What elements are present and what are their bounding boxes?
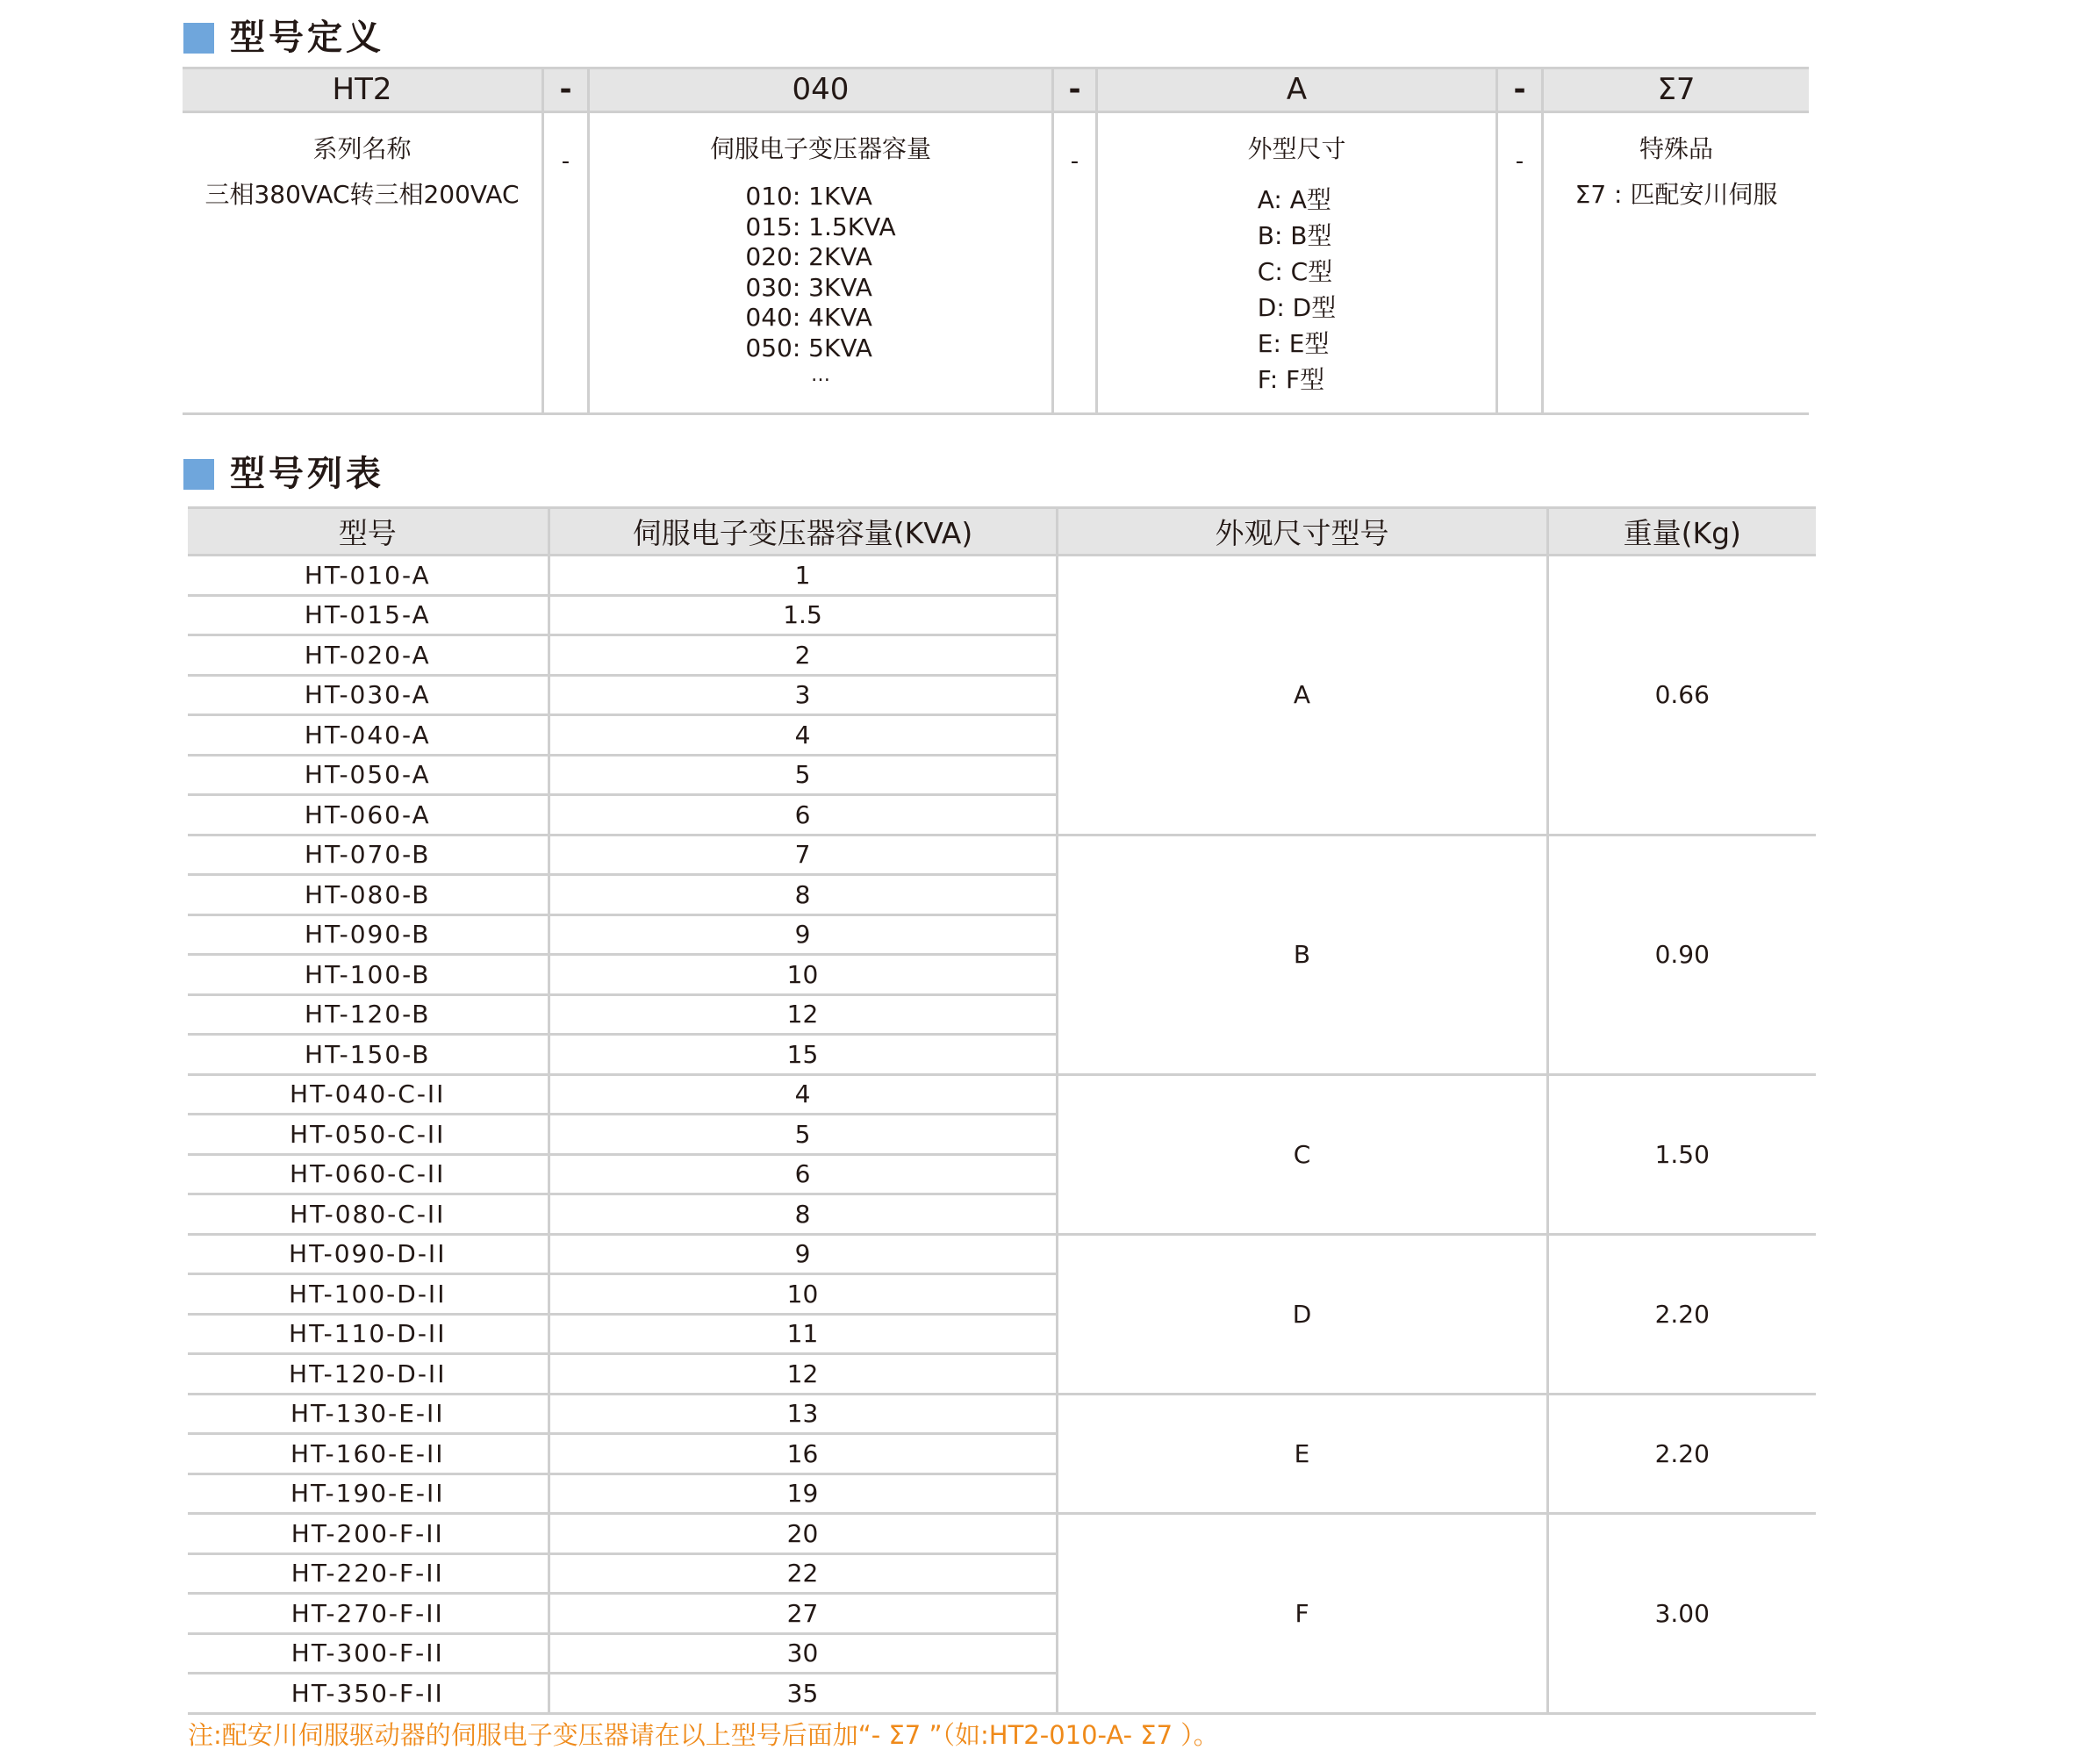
cell-model: HT-130-E-II <box>188 1394 549 1434</box>
cell-size: B <box>1057 835 1547 1074</box>
section-title-text: 型号定义 <box>230 18 384 58</box>
cell-model: HT-080-B <box>188 875 549 915</box>
cell-capacity: 22 <box>549 1553 1057 1594</box>
cell-model: HT-060-C-II <box>188 1154 549 1194</box>
cell-capacity: 1.5 <box>549 595 1057 635</box>
cell-model: HT-015-A <box>188 595 549 635</box>
cell-model: HT-050-C-II <box>188 1115 549 1155</box>
cell-capacity: 5 <box>549 1115 1057 1155</box>
cell-model: HT-100-D-II <box>188 1274 549 1315</box>
cell-model: HT-120-D-II <box>188 1354 549 1395</box>
table-body <box>188 556 1816 1714</box>
cell-weight: 0.66 <box>1547 556 1816 835</box>
cell-size: C <box>1057 1074 1547 1234</box>
cell-model: HT-050-A <box>188 755 549 795</box>
cell-capacity: 8 <box>549 1194 1057 1235</box>
dash-separator: - <box>1068 72 1081 107</box>
capacity-list <box>745 182 895 363</box>
cell-capacity: 5 <box>549 755 1057 795</box>
cell-weight: 3.00 <box>1547 1514 1816 1714</box>
size-title: 外型尺寸 <box>1247 134 1346 163</box>
model-definition-table <box>183 67 1809 415</box>
footnote: 注:配安川伺服驱动器的伺服电子变压器请在以上型号后面加“- Σ7 ”（如:HT2-010-A- Σ7 ）。 <box>188 1720 1219 1750</box>
cell-model: HT-350-F-II <box>188 1674 549 1714</box>
cell-model: HT-060-A <box>188 795 549 835</box>
cell-weight: 1.50 <box>1547 1074 1816 1234</box>
capacity-item: 030: 3KVA <box>745 272 872 302</box>
cell-model: HT-100-B <box>188 955 549 995</box>
cell-model: HT-120-B <box>188 994 549 1035</box>
cell-capacity: 30 <box>549 1633 1057 1674</box>
capacity-item: 050: 5KVA <box>745 333 872 362</box>
cell-model: HT-020-A <box>188 635 549 676</box>
dash-separator: - <box>1513 72 1526 107</box>
column-header-capacity: 伺服电子变压器容量(KVA) <box>549 508 1057 556</box>
table-row <box>188 556 1816 596</box>
column-header-model: 型号 <box>188 508 549 556</box>
size-item: C: C型 <box>1257 257 1333 286</box>
special-value: Σ7 : 匹配安川伺服 <box>1574 180 1778 209</box>
table-row <box>188 1394 1816 1434</box>
cell-size: E <box>1057 1394 1547 1514</box>
definition-col-series <box>183 67 542 415</box>
cell-capacity: 4 <box>549 1074 1057 1115</box>
cell-size: D <box>1057 1234 1547 1394</box>
cell-capacity: 11 <box>549 1314 1057 1354</box>
capacity-item: 015: 1.5KVA <box>745 212 896 241</box>
cell-model: HT-190-E-II <box>188 1474 549 1514</box>
cell-model: HT-200-F-II <box>188 1514 549 1554</box>
size-list <box>1258 182 1336 398</box>
cell-model: HT-080-C-II <box>188 1194 549 1235</box>
dash-separator: - <box>561 148 570 175</box>
section-title-model-definition <box>183 18 384 58</box>
definition-col-capacity <box>590 67 1051 415</box>
model-list-table <box>188 506 1816 1715</box>
cell-weight: 2.20 <box>1547 1394 1816 1514</box>
table-row <box>188 1074 1816 1115</box>
cell-weight: 0.90 <box>1547 835 1816 1074</box>
cell-model: HT-150-B <box>188 1035 549 1075</box>
cell-capacity: 15 <box>549 1035 1057 1075</box>
dash-separator: - <box>1515 148 1524 175</box>
definition-col-size <box>1098 67 1495 415</box>
cell-capacity: 6 <box>549 795 1057 835</box>
dash-separator: - <box>1070 148 1079 175</box>
cell-capacity: 9 <box>549 914 1057 955</box>
section-marker-icon <box>183 23 214 54</box>
column-header-weight: 重量(Kg) <box>1547 508 1816 556</box>
capacity-item: 020: 2KVA <box>745 242 872 271</box>
cell-capacity: 12 <box>549 1354 1057 1395</box>
cell-capacity: 27 <box>549 1594 1057 1634</box>
cell-model: HT-030-A <box>188 675 549 715</box>
section-title-text: 型号列表 <box>230 454 384 494</box>
cell-model: HT-090-D-II <box>188 1234 549 1274</box>
size-item: A: A型 <box>1257 185 1331 214</box>
definition-col-dash <box>1498 67 1541 415</box>
cell-capacity: 16 <box>549 1434 1057 1474</box>
size-item: F: F型 <box>1257 365 1325 394</box>
dash-separator: - <box>559 72 572 107</box>
size-code: A <box>1286 72 1308 107</box>
cell-model: HT-040-C-II <box>188 1074 549 1115</box>
capacity-title: 伺服电子变压器容量 <box>709 134 931 163</box>
special-title: 特殊品 <box>1639 134 1713 163</box>
cell-weight: 2.20 <box>1547 1234 1816 1394</box>
table-row <box>188 835 1816 875</box>
series-title: 系列名称 <box>312 134 412 163</box>
series-code: HT2 <box>332 72 392 107</box>
cell-capacity: 10 <box>549 955 1057 995</box>
definition-col-dash <box>1054 67 1095 415</box>
special-code: Σ7 <box>1657 72 1696 107</box>
cell-capacity: 35 <box>549 1674 1057 1714</box>
cell-capacity: 7 <box>549 835 1057 875</box>
capacity-more: … <box>811 364 830 386</box>
cell-capacity: 13 <box>549 1394 1057 1434</box>
size-item: E: E型 <box>1257 329 1330 358</box>
cell-capacity: 9 <box>549 1234 1057 1274</box>
capacity-code: 040 <box>792 72 850 107</box>
cell-capacity: 1 <box>549 556 1057 596</box>
size-item: B: B型 <box>1257 221 1332 250</box>
cell-model: HT-220-F-II <box>188 1553 549 1594</box>
definition-col-special <box>1544 67 1809 415</box>
cell-capacity: 10 <box>549 1274 1057 1315</box>
series-value: 三相380VAC转三相200VAC <box>204 180 520 209</box>
cell-capacity: 2 <box>549 635 1057 676</box>
table-row <box>188 1514 1816 1554</box>
cell-model: HT-160-E-II <box>188 1434 549 1474</box>
section-title-model-list <box>183 454 384 494</box>
cell-model: HT-040-A <box>188 715 549 756</box>
cell-capacity: 19 <box>549 1474 1057 1514</box>
cell-capacity: 12 <box>549 994 1057 1035</box>
section-marker-icon <box>183 459 214 490</box>
capacity-item: 040: 4KVA <box>745 303 872 332</box>
cell-size: F <box>1057 1514 1547 1714</box>
cell-model: HT-270-F-II <box>188 1594 549 1634</box>
capacity-item: 010: 1KVA <box>745 182 872 211</box>
table-row <box>188 1234 1816 1274</box>
cell-capacity: 3 <box>549 675 1057 715</box>
cell-model: HT-070-B <box>188 835 549 875</box>
size-item: D: D型 <box>1257 293 1337 322</box>
cell-model: HT-090-B <box>188 914 549 955</box>
column-header-size: 外观尺寸型号 <box>1057 508 1547 556</box>
definition-col-dash <box>544 67 587 415</box>
table-header-row <box>188 508 1816 556</box>
cell-size: A <box>1057 556 1547 835</box>
cell-capacity: 6 <box>549 1154 1057 1194</box>
cell-capacity: 20 <box>549 1514 1057 1554</box>
cell-capacity: 4 <box>549 715 1057 756</box>
cell-model: HT-110-D-II <box>188 1314 549 1354</box>
cell-capacity: 8 <box>549 875 1057 915</box>
cell-model: HT-010-A <box>188 556 549 596</box>
cell-model: HT-300-F-II <box>188 1633 549 1674</box>
